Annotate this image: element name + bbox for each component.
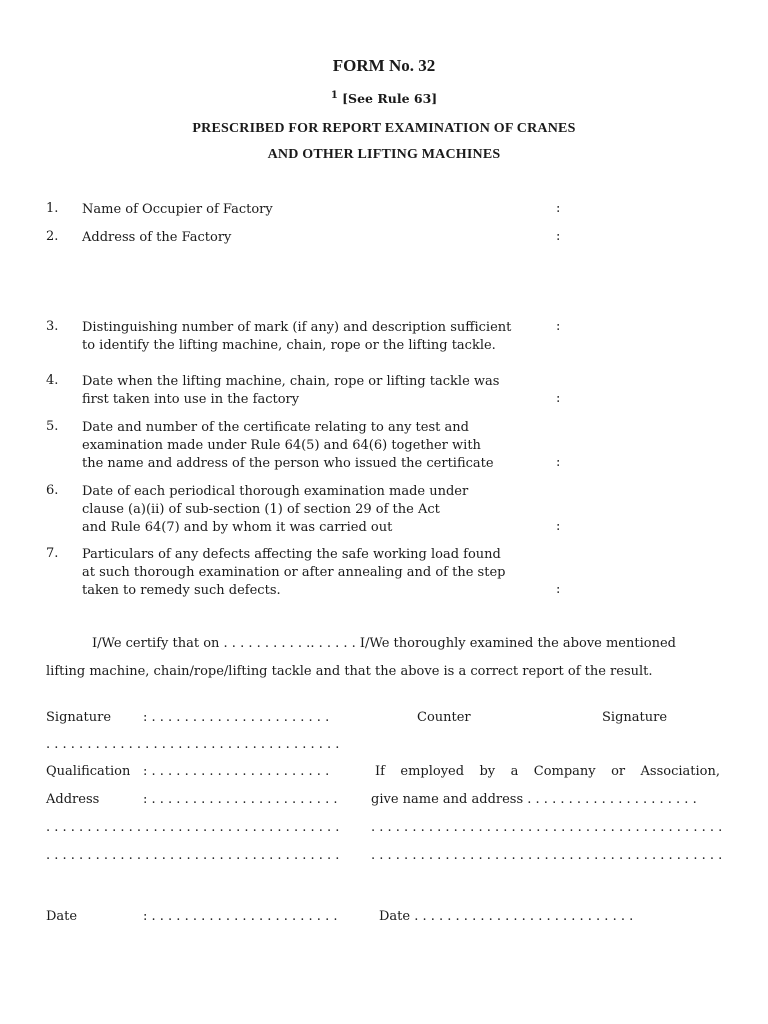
form-heading-line-1: PRESCRIBED FOR REPORT EXAMINATION OF CRANES <box>192 121 576 136</box>
item-text: and Rule 64(7) and by whom it was carried out <box>82 520 393 535</box>
signature-dots-line: . . . . . . . . . . . . . . . . . . . . . . . . . . . . . . . . . . . . <box>46 737 340 752</box>
qualification-dots: : . . . . . . . . . . . . . . . . . . . . . . <box>143 764 330 779</box>
company-dots-line: . . . . . . . . . . . . . . . . . . . . . . . . . . . . . . . . . . . . . . . . . . . <box>371 820 723 835</box>
address-dots-line: . . . . . . . . . . . . . . . . . . . . . . . . . . . . . . . . . . . . <box>46 848 340 863</box>
item-number: 2. <box>46 229 59 244</box>
item-number: 3. <box>46 319 59 334</box>
item-colon: : <box>556 391 561 406</box>
item-number: 7. <box>46 546 59 561</box>
item-text: examination made under Rule 64(5) and 64(6) together with <box>82 438 481 453</box>
item-number: 4. <box>46 373 59 388</box>
item-colon: : <box>556 229 561 244</box>
item-text: first taken into use in the factory <box>82 392 300 407</box>
item-colon: : <box>556 201 561 216</box>
rule-superscript: 1 <box>330 90 338 101</box>
signature-dots: : . . . . . . . . . . . . . . . . . . . . . . <box>143 710 330 725</box>
item-text: Date when the lifting machine, chain, rope or lifting tackle was <box>82 374 500 389</box>
company-dots-line: . . . . . . . . . . . . . . . . . . . . . . . . . . . . . . . . . . . . . . . . . . . <box>371 848 723 863</box>
rule-text: [See Rule 63] <box>342 91 438 107</box>
qualification-label: Qualification <box>46 764 131 779</box>
item-colon: : <box>556 455 561 470</box>
item-text: at such thorough examination or after annealing and of the step <box>82 565 506 580</box>
counter-date: Date . . . . . . . . . . . . . . . . . . . . . . . . . . . <box>379 909 634 924</box>
give-name-address-text: give name and address . . . . . . . . . . . . . . . . . . . . . <box>371 792 697 807</box>
item-colon: : <box>556 519 561 534</box>
signature-label: Signature <box>46 710 112 725</box>
item-text: Date and number of the certificate relating to any test and <box>82 420 469 435</box>
certify-line-2: lifting machine, chain/rope/lifting tackle and that the above is a correct report of the result. <box>46 664 653 679</box>
item-text: the name and address of the person who issued the certificate <box>82 456 494 471</box>
form-title: FORM No. 32 <box>332 56 436 75</box>
item-colon: : <box>556 582 561 597</box>
certify-line-1: I/We certify that on . . . . . . . . . . .. . . . . . I/We thoroughly examined the above mentioned <box>92 636 676 651</box>
item-text: to identify the lifting machine, chain, rope or the lifting tackle. <box>82 338 496 353</box>
item-text: Name of Occupier of Factory <box>82 202 273 217</box>
item-number: 6. <box>46 483 59 498</box>
item-number: 1. <box>46 201 59 216</box>
item-text: Particulars of any defects affecting the safe working load found <box>82 547 501 562</box>
address-dots: : . . . . . . . . . . . . . . . . . . . . . . . <box>143 792 338 807</box>
item-text: Date of each periodical thorough examination made under <box>82 484 469 499</box>
counter-signature-label: Signature <box>602 710 668 725</box>
date-dots: : . . . . . . . . . . . . . . . . . . . . . . . <box>143 909 338 924</box>
item-text: Distinguishing number of mark (if any) and description sufficient <box>82 320 512 335</box>
item-text: taken to remedy such defects. <box>82 583 281 598</box>
address-label: Address <box>46 792 100 807</box>
item-text: clause (a)(ii) of sub-section (1) of section 29 of the Act <box>82 502 440 517</box>
form-heading-line-2: AND OTHER LIFTING MACHINES <box>267 147 501 162</box>
employed-text: If employed by a Company or Association, <box>375 764 720 779</box>
item-number: 5. <box>46 419 59 434</box>
date-label: Date <box>46 909 78 924</box>
item-colon: : <box>556 319 561 334</box>
item-text: Address of the Factory <box>82 230 232 245</box>
counter-label: Counter <box>417 710 471 725</box>
rule-reference <box>0 90 768 106</box>
address-dots-line: . . . . . . . . . . . . . . . . . . . . . . . . . . . . . . . . . . . . <box>46 820 340 835</box>
